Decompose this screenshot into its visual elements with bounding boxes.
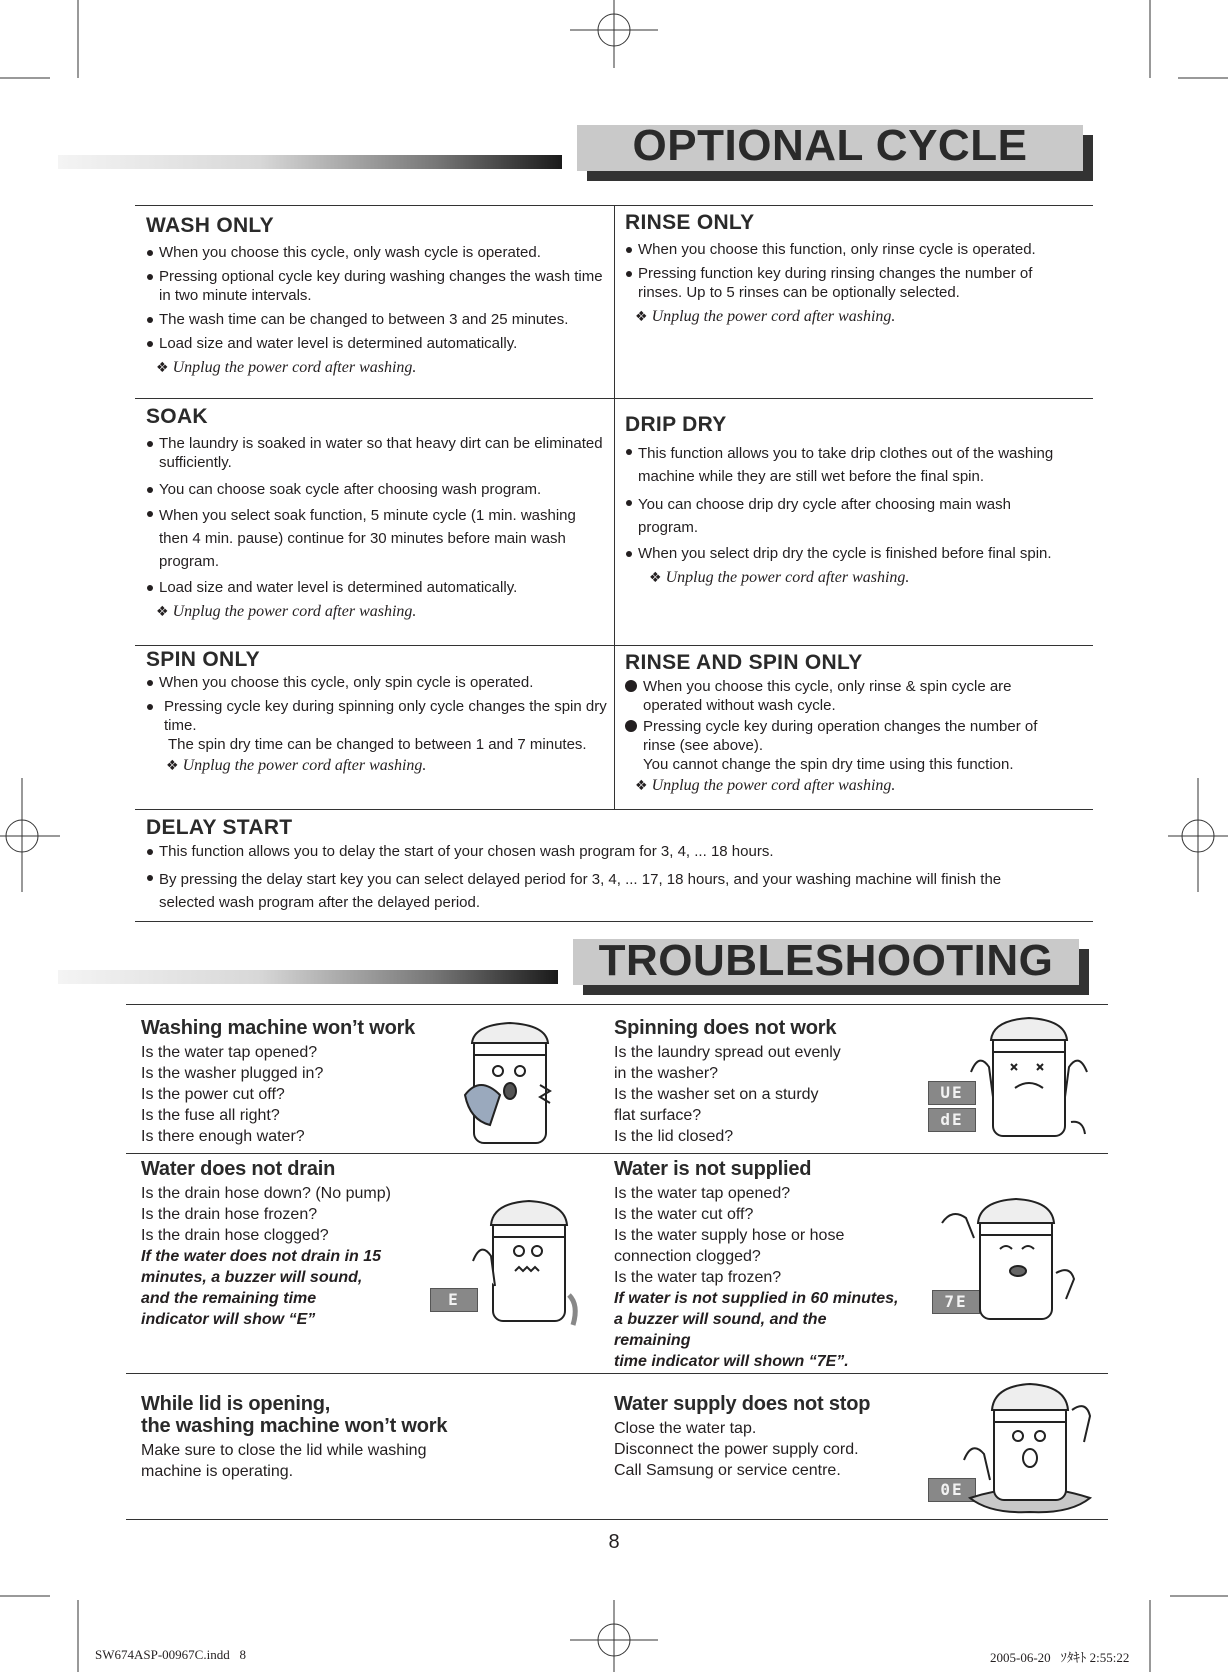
page-number: 8 <box>608 1531 620 1553</box>
bullet-item: When you select drip dry the cycle is finished before final spin. <box>625 544 1075 563</box>
washing-machine-illustration <box>465 1195 595 1330</box>
trouble-title: Water supply does not stop <box>614 1393 871 1415</box>
section-title: DRIP DRY <box>625 413 727 436</box>
rinse-spin-section <box>625 653 1055 796</box>
unplug-note: ❖ Unplug the power cord after washing. <box>649 569 910 586</box>
bullet-item: When you select soak function, 5 minute cycle (1 min. washing then 4 min. pause) continue for 30 minutes before main wash program. <box>146 504 604 573</box>
bullet-item: Load size and water level is determined automatically. <box>146 578 604 597</box>
footer-file-info: SW674ASP-00967C.indd 8 <box>95 1647 246 1662</box>
error-display: dE <box>928 1108 976 1132</box>
bullet-item: The wash time can be changed to between 3 and 25 minutes. <box>146 310 604 329</box>
washing-machine-illustration <box>960 1380 1100 1515</box>
error-display: UE <box>928 1081 976 1105</box>
bullet-item: When you choose this function, only rinse cycle is operated. <box>625 240 1075 259</box>
trouble-line: Is the power cut off? <box>141 1086 285 1103</box>
divider <box>126 1153 1108 1154</box>
divider <box>614 205 615 809</box>
unplug-note: ❖ Unplug the power cord after washing. <box>635 777 896 794</box>
trouble-title: the washing machine won’t work <box>141 1415 448 1437</box>
washing-machine-illustration <box>940 1193 1080 1328</box>
trouble-line: Make sure to close the lid while washing <box>141 1442 427 1459</box>
section-title: SOAK <box>146 405 208 428</box>
trouble-line: Is the washer plugged in? <box>141 1065 324 1082</box>
bullet-item: Pressing cycle key during spinning only cycle changes the spin dry time. <box>146 697 614 735</box>
trouble-warning-line: If water is not supplied in 60 minutes, <box>614 1290 899 1307</box>
trouble-line: Is the drain hose clogged? <box>141 1227 329 1244</box>
page-title-troubleshooting: TROUBLESHOOTING <box>598 936 1054 985</box>
bullet-item: This function allows you to delay the start of your chosen wash program for 3, 4, ... 18 hours. <box>146 842 1046 861</box>
wash-only-section <box>146 216 604 378</box>
rinse-spin-extra-text: You cannot change the spin dry time using this function. <box>643 756 1014 773</box>
trouble-warning-line: and the remaining time <box>141 1290 317 1307</box>
unplug-note: ❖ Unplug the power cord after washing. <box>166 757 427 774</box>
header-gradient-bar <box>58 155 562 169</box>
bullet-item: When you choose this cycle, only rinse & spin cycle are operated without wash cycle. <box>625 677 1055 715</box>
divider <box>126 1519 1108 1520</box>
trouble-line: connection clogged? <box>614 1248 761 1265</box>
unplug-note: ❖ Unplug the power cord after washing. <box>156 603 417 620</box>
trouble-drain <box>141 1158 431 1330</box>
trouble-line: Is the water tap frozen? <box>614 1269 782 1286</box>
drip-dry-section <box>625 415 1075 588</box>
trouble-line: Close the water tap. <box>614 1420 757 1437</box>
trouble-line: Is the water cut off? <box>614 1206 754 1223</box>
spin-only-section <box>146 650 614 776</box>
trouble-line: Is the laundry spread out evenly <box>614 1044 841 1061</box>
delay-start-section <box>146 818 1046 919</box>
trouble-line: Is the fuse all right? <box>141 1107 280 1124</box>
trouble-line: Is the water tap opened? <box>614 1185 791 1202</box>
bullet-item: When you choose this cycle, only spin cycle is operated. <box>146 673 614 692</box>
trouble-warning-line: indicator will show “E” <box>141 1311 316 1328</box>
error-display: 7E <box>932 1290 980 1314</box>
error-display: E <box>430 1288 478 1312</box>
bullet-item: Pressing optional cycle key during washing changes the wash time in two minute intervals. <box>146 267 604 305</box>
washing-machine-illustration <box>965 1012 1095 1142</box>
bullet-item: Pressing function key during rinsing changes the number of rinses. Up to 5 rinses can be optionally selected. <box>625 264 1075 302</box>
trouble-line: Is the lid closed? <box>614 1128 734 1145</box>
trouble-spinning <box>614 1017 914 1147</box>
section-title: RINSE AND SPIN ONLY <box>625 651 863 674</box>
trouble-warning-line: time indicator will shown “7E”. <box>614 1353 849 1370</box>
trouble-line: Is the drain hose frozen? <box>141 1206 318 1223</box>
page-title-optional-cycle: OPTIONAL CYCLE <box>632 121 1028 170</box>
trouble-warning-line: If the water does not drain in 15 <box>141 1248 382 1265</box>
bullet-item: This function allows you to take drip clothes out of the washing machine while they are still wet before the final spin. <box>625 442 1075 488</box>
header-gradient-bar <box>58 970 558 984</box>
trouble-line: machine is operating. <box>141 1463 294 1480</box>
bullet-item: When you choose this cycle, only wash cycle is operated. <box>146 243 604 262</box>
divider <box>135 921 1093 922</box>
troubleshooting-title-box <box>573 936 1079 985</box>
trouble-line: in the washer? <box>614 1065 719 1082</box>
trouble-warning-line: minutes, a buzzer will sound, <box>141 1269 363 1286</box>
bullet-item: You can choose soak cycle after choosing wash program. <box>146 480 604 499</box>
trouble-line: Is there enough water? <box>141 1128 305 1145</box>
footer-timestamp: 2005-06-20 ｿﾀｷﾄ 2:55:22 <box>990 1650 1130 1665</box>
bullet-item: You can choose drip dry cycle after choosing main wash program. <box>625 493 1075 539</box>
trouble-line: Is the washer set on a sturdy <box>614 1086 819 1103</box>
section-title: RINSE ONLY <box>625 211 755 234</box>
section-title: SPIN ONLY <box>146 648 260 671</box>
trouble-title: Water is not supplied <box>614 1158 812 1180</box>
bullet-item: Load size and water level is determined automatically. <box>146 334 604 353</box>
divider <box>135 809 1093 810</box>
trouble-title: Water does not drain <box>141 1158 336 1180</box>
rinse-only-section <box>625 213 1075 327</box>
trouble-title: While lid is opening, <box>141 1393 331 1415</box>
bullet-item: Pressing cycle key during operation changes the number of rinse (see above). <box>625 717 1055 755</box>
trouble-line: Is the water tap opened? <box>141 1044 318 1061</box>
unplug-note: ❖ Unplug the power cord after washing. <box>156 359 417 376</box>
error-display: 0E <box>928 1478 976 1502</box>
divider <box>126 1004 1108 1005</box>
trouble-line: flat surface? <box>614 1107 702 1124</box>
spin-time-text: The spin dry time can be changed to between 1 and 7 minutes. <box>168 736 587 753</box>
trouble-warning-line: remaining <box>614 1332 691 1349</box>
section-title: WASH ONLY <box>146 214 274 237</box>
trouble-title: Spinning does not work <box>614 1017 837 1039</box>
trouble-line: Is the drain hose down? (No pump) <box>141 1185 391 1202</box>
bullet-item: The laundry is soaked in water so that heavy dirt can be eliminated sufficiently. <box>146 434 604 472</box>
washing-machine-illustration <box>460 1015 560 1150</box>
trouble-line: Disconnect the power supply cord. <box>614 1441 859 1458</box>
bullet-item: By pressing the delay start key you can select delayed period for 3, 4, ... 17, 18 hours, and your washing machine will finish the selected wash program after the delayed period. <box>146 868 1029 914</box>
trouble-warning-line: a buzzer will sound, and the <box>614 1311 827 1328</box>
trouble-lid <box>141 1393 481 1482</box>
soak-section <box>146 407 604 622</box>
trouble-line: Is the water supply hose or hose <box>614 1227 845 1244</box>
section-title: DELAY START <box>146 816 293 839</box>
trouble-no-stop <box>614 1393 914 1481</box>
unplug-note: ❖ Unplug the power cord after washing. <box>635 308 896 325</box>
divider <box>126 1373 1108 1374</box>
trouble-wont-work <box>141 1017 461 1147</box>
trouble-title: Washing machine won’t work <box>141 1017 416 1039</box>
trouble-supply <box>614 1158 914 1372</box>
optional-cycle-title-box <box>577 121 1083 171</box>
trouble-line: Call Samsung or service centre. <box>614 1462 841 1479</box>
